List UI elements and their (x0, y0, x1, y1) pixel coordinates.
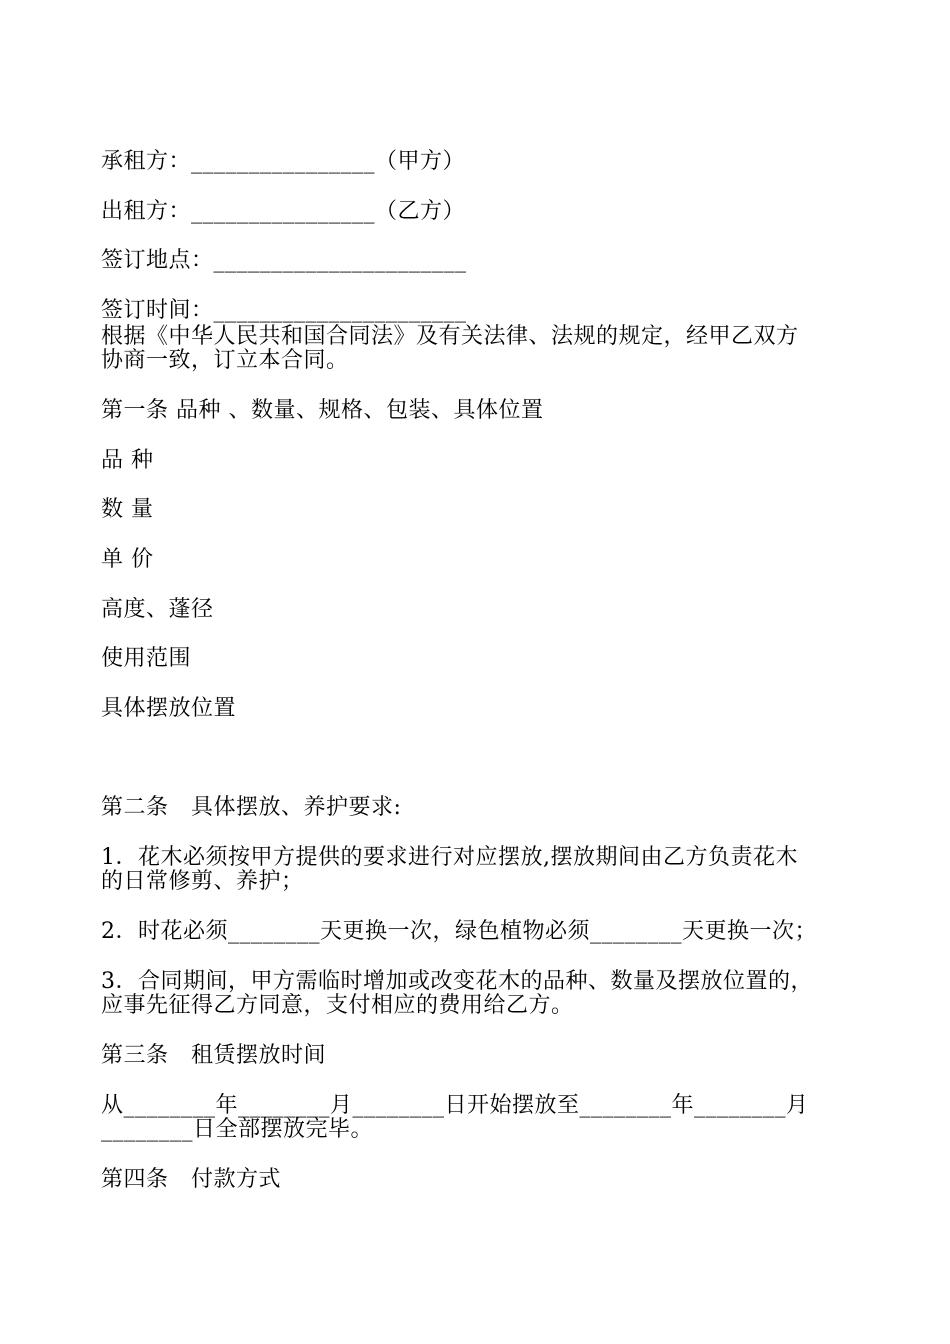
lessee-line: 承租方：________________（甲方） (101, 149, 466, 174)
article-2-p1-line-1: 1．花木必须按甲方提供的要求进行对应摆放,摆放期间由乙方负责花木 (101, 845, 798, 870)
article-2-p3-line-1: 3．合同期间，甲方需临时增加或改变花木的品种、数量及摆放位置的， (101, 969, 813, 994)
article-3-title: 第三条 租赁摆放时间 (101, 1043, 327, 1068)
lessor-line: 出租方：________________（乙方） (101, 199, 466, 224)
article-1-item: 使用范围 (101, 646, 192, 671)
article-2-title: 第二条 具体摆放、养护要求: (101, 795, 402, 820)
article-1-title: 第一条 品种 、数量、规格、包装、具体位置 (101, 398, 544, 423)
article-1-item: 高度、蓬径 (101, 597, 214, 622)
article-4-title: 第四条 付款方式 (101, 1167, 282, 1192)
sign-time-line: 签订时间：______________________ (101, 298, 467, 323)
article-3-line-2: ________日全部摆放完毕。 (101, 1117, 374, 1142)
article-1-item: 具体摆放位置 (101, 696, 237, 721)
article-2-p3-line-2: 应事先征得乙方同意，支付相应的费用给乙方。 (101, 993, 574, 1018)
preamble-line-2: 协商一致，订立本合同。 (101, 348, 349, 373)
article-1-item: 单 价 (101, 547, 154, 572)
article-2-p1-line-2: 的日常修剪、养护； (101, 869, 304, 894)
article-2-p2: 2．时花必须________天更换一次，绿色植物必须________天更换一次； (101, 919, 817, 944)
article-3-line-1: 从________年________月________日开始摆放至________年________月 (101, 1093, 809, 1118)
article-1-item: 品 种 (101, 448, 154, 473)
preamble-line-1: 根据《中华人民共和国合同法》及有关法律、法规的规定，经甲乙双方 (101, 324, 799, 349)
sign-place-line: 签订地点：______________________ (101, 248, 467, 273)
article-1-item: 数 量 (101, 497, 154, 522)
